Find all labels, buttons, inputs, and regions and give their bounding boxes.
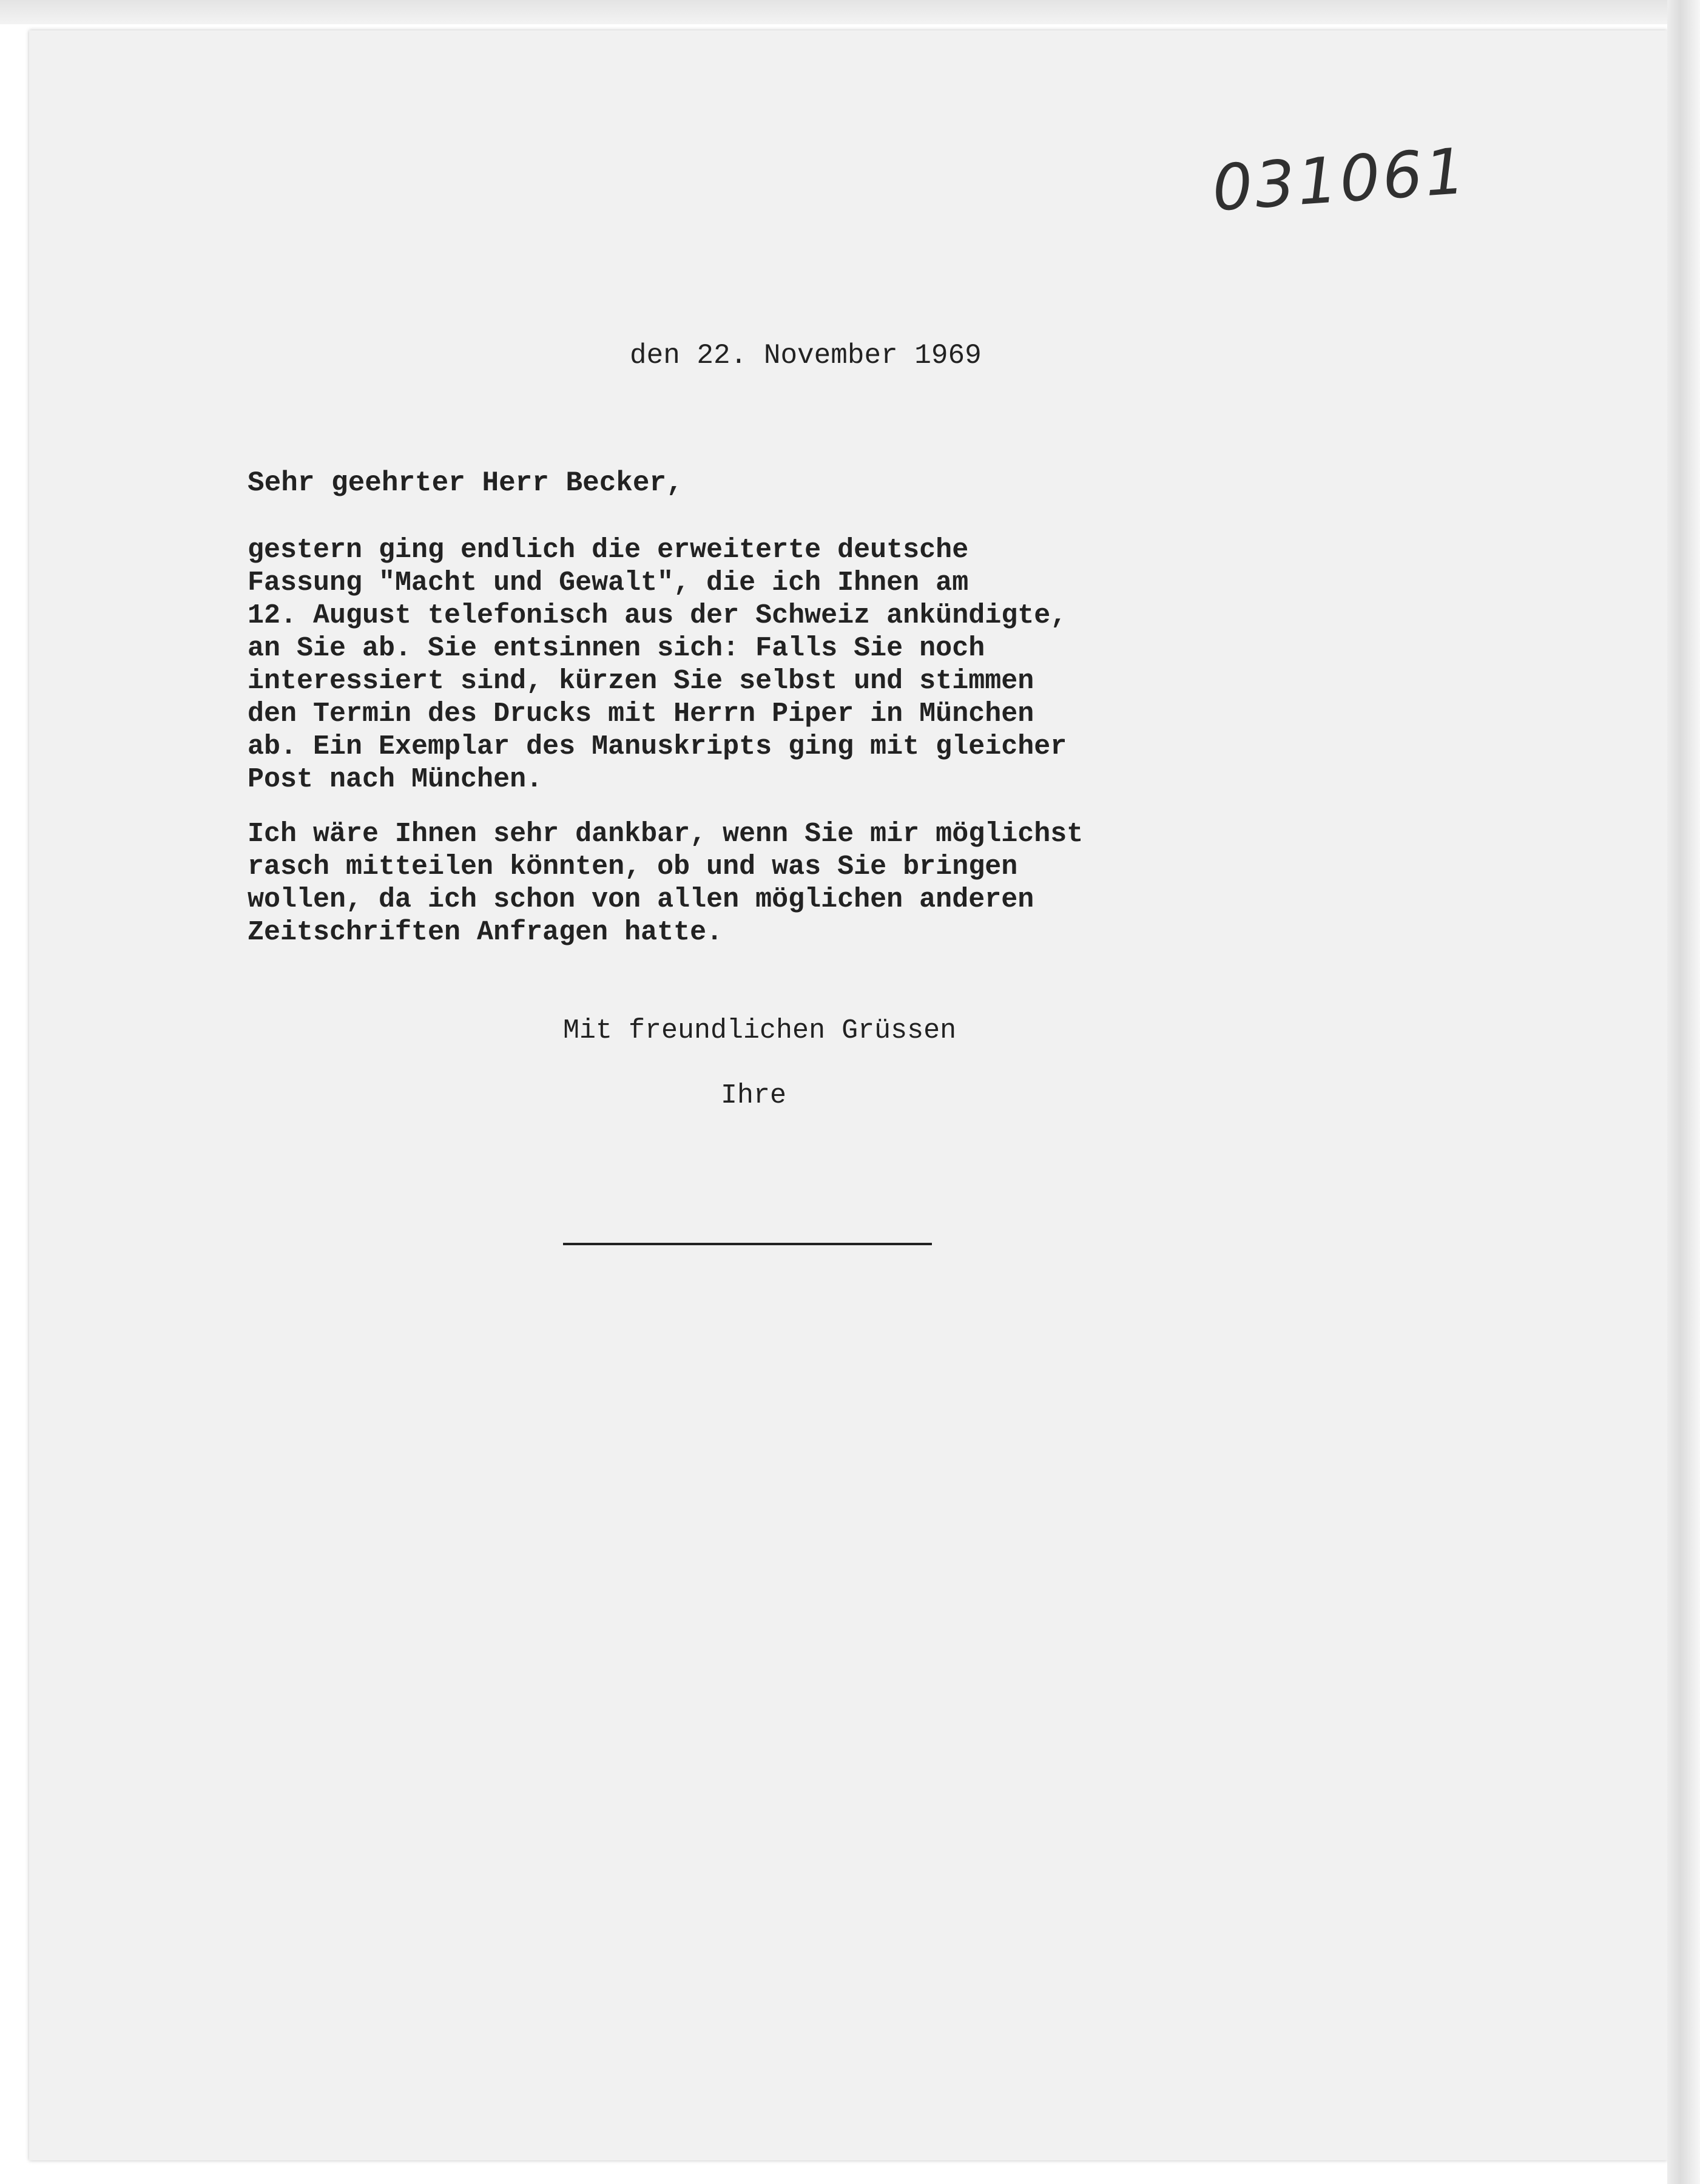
- paragraph-1: [248, 534, 1067, 796]
- letter-date: den 22. November 1969: [630, 340, 982, 371]
- handwritten-document-number: 031061: [1210, 134, 1470, 226]
- sign-off: Ihre: [721, 1080, 787, 1111]
- signature-line: [563, 1243, 932, 1245]
- paragraph-1-line: an Sie ab. Sie entsinnen sich: Falls Sie noch: [248, 633, 985, 664]
- paragraph-1-line: gestern ging endlich die erweiterte deutsche: [248, 535, 969, 566]
- paragraph-2: [248, 818, 1083, 949]
- paragraph-1-line: 12. August telefonisch aus der Schweiz ankündigte,: [248, 600, 1067, 631]
- paragraph-1-line: den Termin des Drucks mit Herrn Piper in München: [248, 698, 1034, 729]
- scan-edge-top: [0, 0, 1700, 24]
- letter-page: [29, 30, 1667, 2160]
- paragraph-1-line: ab. Ein Exemplar des Manuskripts ging mit gleicher: [248, 731, 1067, 762]
- closing-greeting: Mit freundlichen Grüssen: [563, 1015, 957, 1046]
- scan-edge-right: [1667, 0, 1700, 2184]
- salutation: Sehr geehrter Herr Becker,: [248, 467, 683, 499]
- paragraph-1-line: interessiert sind, kürzen Sie selbst und stimmen: [248, 666, 1034, 697]
- paragraph-2-line: Ich wäre Ihnen sehr dankbar, wenn Sie mir möglichst: [248, 819, 1084, 850]
- paragraph-2-line: Zeitschriften Anfragen hatte.: [248, 917, 723, 948]
- paragraph-2-line: wollen, da ich schon von allen möglichen anderen: [248, 884, 1034, 915]
- paragraph-1-line: Fassung "Macht und Gewalt", die ich Ihnen am: [248, 567, 969, 598]
- paragraph-2-line: rasch mitteilen könnten, ob und was Sie bringen: [248, 851, 1018, 882]
- paragraph-1-line: Post nach München.: [248, 764, 543, 795]
